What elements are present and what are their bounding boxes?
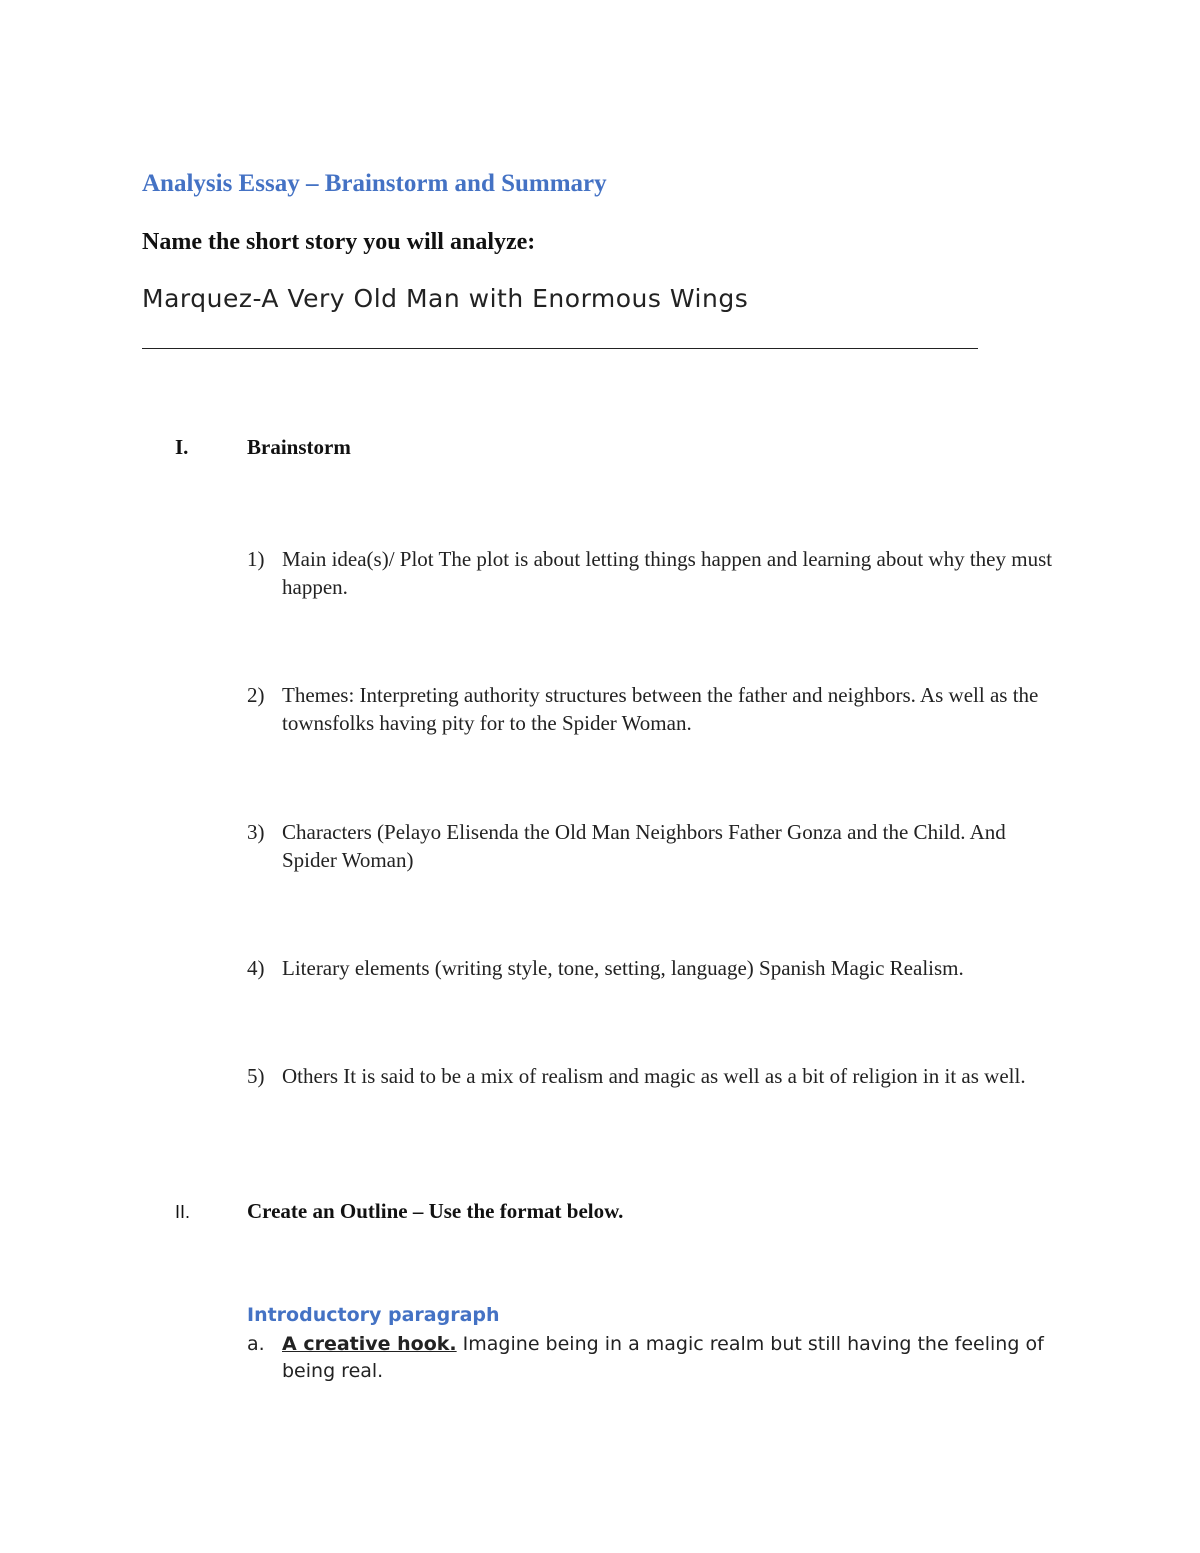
section-title-outline: Create an Outline – Use the format below. [247, 1199, 624, 1223]
story-prompt: Name the short story you will analyze: [142, 229, 536, 255]
answer-underline [142, 348, 978, 349]
list-item-text [247, 1331, 1047, 1385]
list-number: 1) [247, 547, 265, 571]
hook-label: A creative hook. [282, 1333, 457, 1355]
brainstorm-item-main-idea [247, 545, 1057, 601]
introductory-paragraph-heading: Introductory paragraph [247, 1304, 500, 1326]
section-number-2: II. [175, 1202, 191, 1222]
list-item-text: Main idea(s)/ Plot The plot is about letting things happen and learning about why they must happen. [282, 547, 1053, 599]
list-number: 5) [247, 1064, 265, 1088]
brainstorm-item-others [247, 1062, 1057, 1090]
list-number: 3) [247, 820, 265, 844]
list-number: 4) [247, 956, 265, 980]
list-item-text: Characters (Pelayo Elisenda the Old Man Neighbors Father Gonza and the Child. And Spider Woman) [282, 820, 1006, 872]
list-item-text: Literary elements (writing style, tone, setting, language) Spanish Magic Realism. [282, 956, 964, 980]
brainstorm-item-literary-elements [247, 954, 1057, 982]
list-letter: a. [247, 1333, 265, 1355]
hook-text: Imagine being in a magic realm but still having the feeling of being real. [282, 1333, 1044, 1382]
list-number: 2) [247, 683, 265, 707]
section-title-brainstorm: Brainstorm [247, 435, 351, 459]
list-item-text: Others It is said to be a mix of realism and magic as well as a bit of religion in it as well. [282, 1064, 1026, 1088]
document-title: Analysis Essay – Brainstorm and Summary [142, 170, 607, 197]
story-name: Marquez-A Very Old Man with Enormous Wings [142, 284, 749, 313]
outline-item-hook [247, 1331, 1047, 1385]
brainstorm-item-themes [247, 681, 1057, 737]
list-item-text: Themes: Interpreting authority structures between the father and neighbors. As well as the townsfolks having pity for to the Spider Woman. [282, 683, 1039, 735]
section-number-1: I. [175, 435, 189, 459]
brainstorm-item-characters [247, 818, 1057, 874]
